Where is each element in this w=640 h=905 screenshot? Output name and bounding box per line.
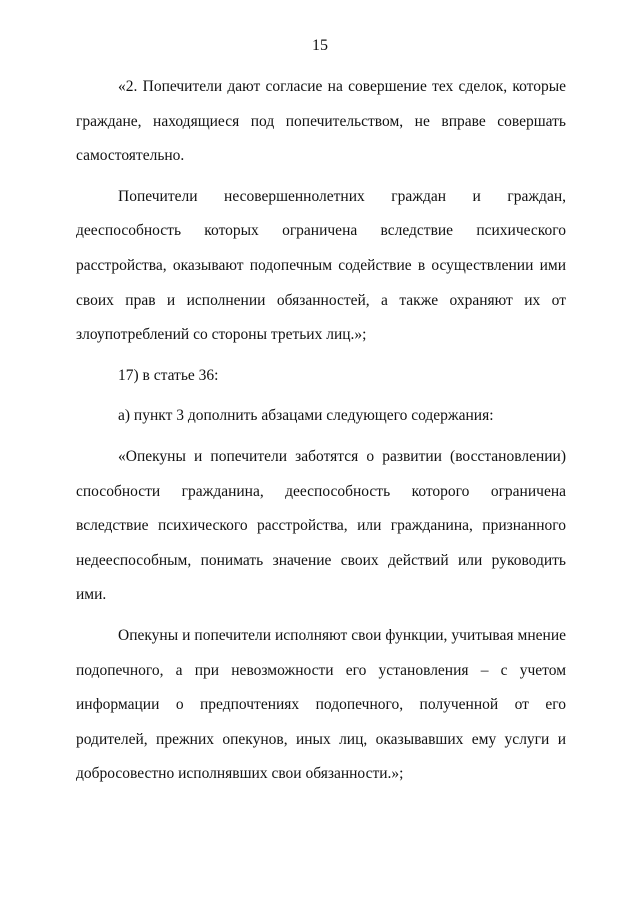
paragraph-point-3: а) пункт 3 дополнить абзацами следующего содержания: [118, 407, 494, 425]
paragraph-article-36: 17) в статье 36: [118, 366, 219, 384]
document-body [76, 70, 566, 792]
paragraph-guardians-minors: Попечители несовершеннолетних граждан и граждан, дееспособность которых ограничена вследствие психического расстройства, оказывают подопечным содействие в осуществлении ими своих прав и исполнении обязанностей, а также охраняют их от злоупотреблений со стороны третьих лиц.»; [76, 187, 566, 344]
paragraph-functions: Опекуны и попечители исполняют свои функции, учитывая мнение подопечного, а при невозможности его установления – с учетом информации о предпочтениях подопечного, полученной от его родителей, прежних опекунов, иных лиц, оказывавших ему услуги и добросовестно исполнявших свои обязанности.»; [76, 626, 566, 783]
paragraph-development: «Опекуны и попечители заботятся о развитии (восстановлении) способности гражданина, дееспособность которого ограничена вследствие психического расстройства, или гражданина, признанного недееспособным, понимать значение своих действий или руководить ими. [76, 447, 566, 604]
paragraph-consent: «2. Попечители дают согласие на совершение тех сделок, которые граждане, находящиеся под попечительством, не вправе совершать самостоятельно. [76, 78, 566, 165]
page-number: 15 [312, 37, 328, 54]
